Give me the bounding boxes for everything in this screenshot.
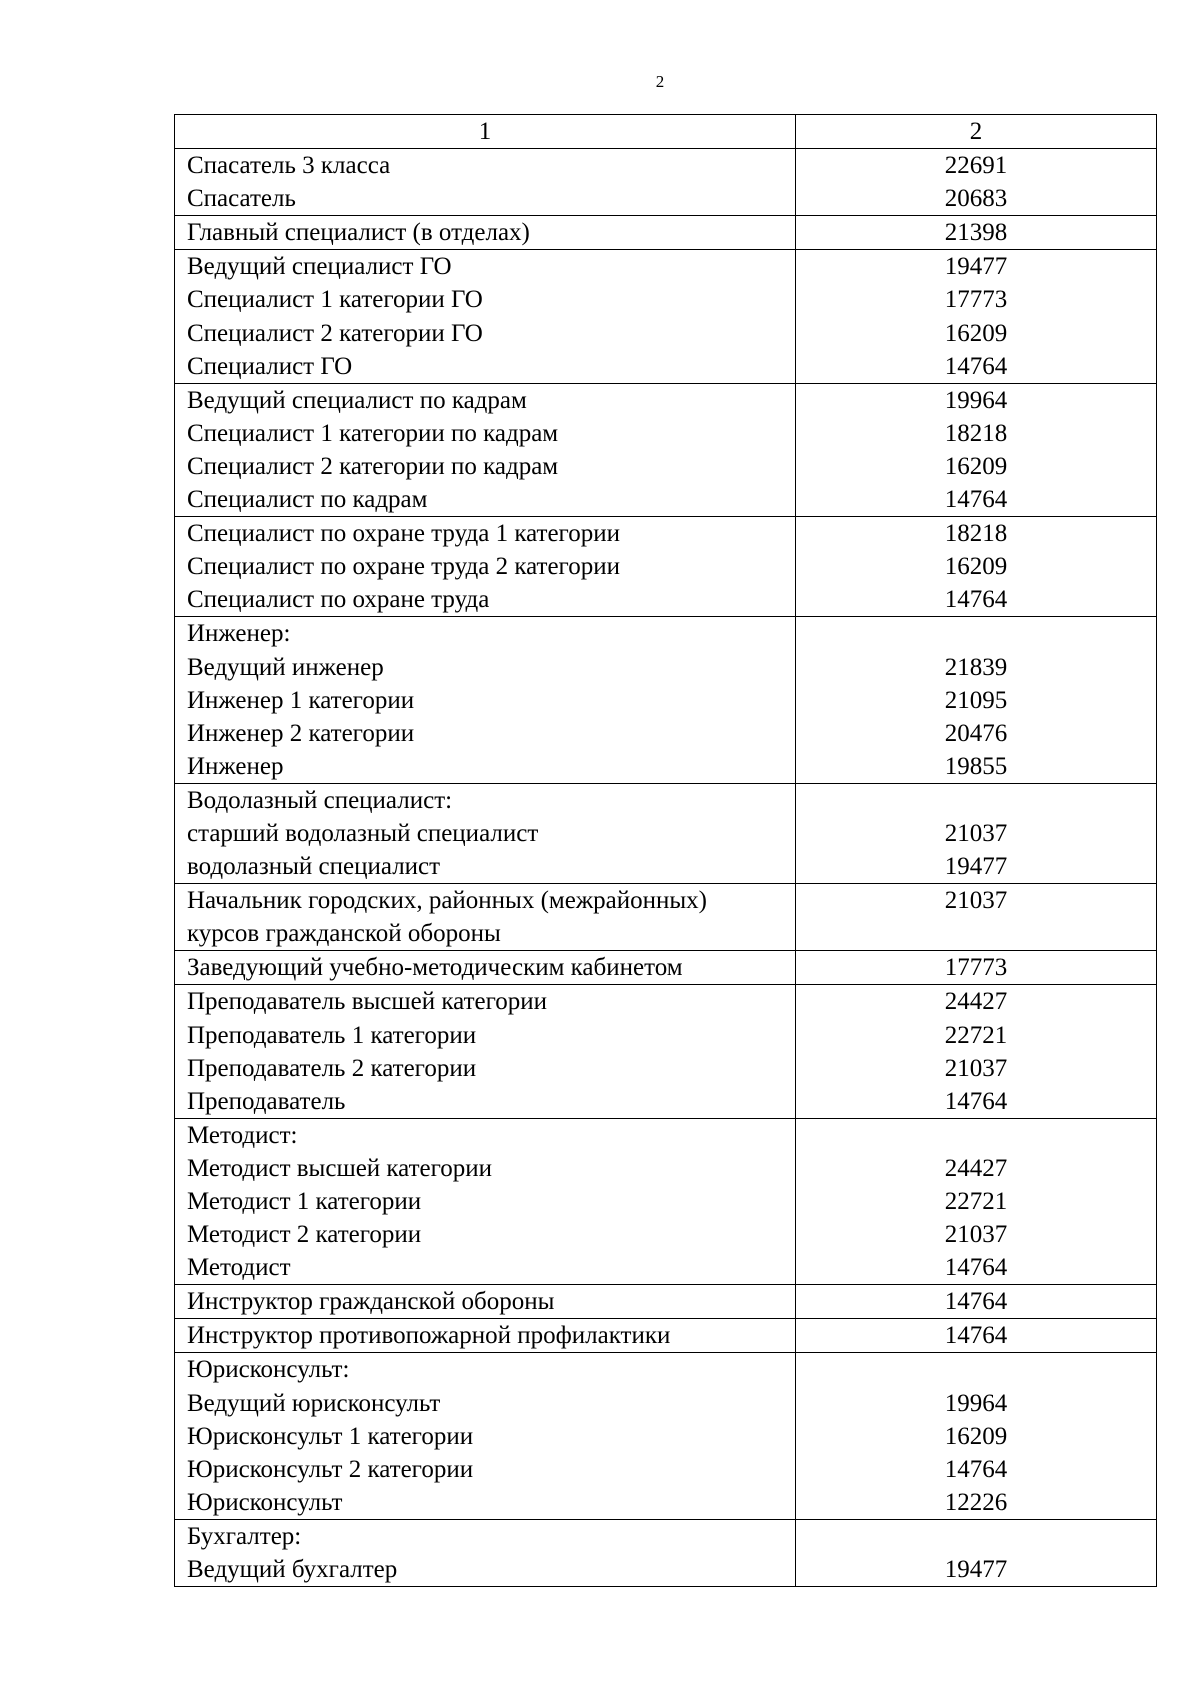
salary-value: 16209	[944, 452, 1008, 480]
position-name: Инженер	[187, 752, 284, 780]
table-row	[175, 383, 1157, 516]
salary-value: 14764	[944, 1254, 1008, 1282]
salary-value: 19964	[944, 386, 1008, 414]
salary-value: 14764	[944, 1322, 1008, 1350]
position-name: Специалист 2 категории по кадрам	[187, 452, 559, 480]
table-row	[175, 1353, 1157, 1519]
salary-value: 19477	[944, 253, 1008, 281]
salary-value: 22721	[944, 1188, 1008, 1215]
salary-value: 19477	[944, 853, 1008, 881]
salary-value: 14764	[944, 1087, 1008, 1115]
salary-cell	[796, 383, 1157, 516]
position-cell	[175, 1353, 796, 1519]
position-cell	[175, 383, 796, 516]
position-name: Специалист 1 категории ГО	[187, 286, 483, 314]
position-name: Ведущий юрисконсульт	[187, 1389, 441, 1417]
salary-value: 16209	[944, 553, 1008, 581]
position-name: Ведущий специалист по кадрам	[187, 386, 527, 414]
position-name: Бухгалтер:	[187, 1522, 302, 1550]
position-name: Инструктор гражданской обороны	[187, 1288, 555, 1316]
salary-value: 22691	[944, 152, 1008, 180]
position-cell	[175, 985, 796, 1118]
position-cell	[175, 1118, 796, 1284]
salary-value: 21037	[944, 819, 1008, 847]
position-name: Ведущий инженер	[187, 653, 384, 681]
salary-cell	[796, 216, 1157, 250]
position-name: Спасатель	[187, 185, 296, 213]
position-name: Специалист по охране труда 1 категории	[187, 520, 620, 548]
table-row	[175, 617, 1157, 783]
column-header-1: 1	[175, 115, 796, 149]
salary-value: 21037	[944, 887, 1008, 915]
salary-value: 20476	[944, 719, 1008, 747]
salary-value: 12226	[944, 1488, 1008, 1516]
position-name: Преподаватель 1 категории	[187, 1021, 477, 1049]
table-row	[175, 216, 1157, 250]
salary-cell	[796, 1118, 1157, 1284]
salary-value: 20683	[944, 185, 1008, 213]
position-cell	[175, 617, 796, 783]
position-name: Главный специалист (в отделах)	[187, 219, 530, 247]
position-name: Методист:	[187, 1121, 298, 1149]
table-row	[175, 985, 1157, 1118]
salary-value: 14764	[944, 1288, 1008, 1316]
position-name: Преподаватель 2 категории	[187, 1054, 477, 1082]
table-row	[175, 951, 1157, 985]
position-cell	[175, 1285, 796, 1319]
header-row	[175, 115, 1157, 149]
position-name: Методист высшей категории	[187, 1154, 493, 1182]
salary-value: 21037	[944, 1054, 1008, 1082]
salary-cell	[796, 1285, 1157, 1319]
salary-value: 24427	[944, 1154, 1008, 1182]
salary-value: 21037	[944, 1221, 1008, 1249]
salary-value: 21095	[944, 686, 1008, 714]
salary-value: 16209	[944, 319, 1008, 347]
position-name: Преподаватель	[187, 1087, 346, 1115]
table-row	[175, 783, 1157, 883]
salary-value: 22721	[944, 1021, 1008, 1049]
column-header-2: 2	[796, 115, 1157, 149]
salary-value: 14764	[944, 486, 1008, 514]
salary-cell	[796, 517, 1157, 617]
position-name: Специалист по охране труда 2 категории	[187, 553, 620, 581]
table-row	[175, 517, 1157, 617]
position-name: Водолазный специалист:	[187, 786, 453, 814]
salary-cell	[796, 149, 1157, 216]
table-row	[175, 884, 1157, 951]
position-name: Специалист по кадрам	[187, 486, 428, 514]
position-name: Специалист ГО	[187, 352, 353, 380]
position-name: Юрисконсульт 1 категории	[187, 1422, 474, 1450]
table-row	[175, 1319, 1157, 1353]
position-name: курсов гражданской обороны	[187, 920, 501, 948]
salary-value: 17773	[944, 286, 1008, 314]
position-name: старший водолазный специалист	[187, 819, 539, 847]
position-cell	[175, 517, 796, 617]
salary-value	[796, 1119, 1156, 1152]
salary-value: 19477	[944, 1556, 1008, 1584]
salary-value: 24427	[944, 988, 1008, 1016]
table-row	[175, 250, 1157, 383]
salary-value: 14764	[944, 1455, 1008, 1483]
position-name: Методист 2 категории	[187, 1221, 422, 1249]
position-cell	[175, 149, 796, 216]
position-cell	[175, 1319, 796, 1353]
salary-value: 14764	[944, 352, 1008, 380]
position-name: Спасатель 3 класса	[187, 152, 391, 180]
position-name: Методист	[187, 1254, 291, 1282]
page-number: 2	[655, 72, 665, 91]
position-name: Заведующий учебно-методическим кабинетом	[187, 954, 683, 982]
position-cell	[175, 884, 796, 951]
position-name: Начальник городских, районных (межрайонных)	[187, 887, 707, 915]
position-name: Специалист 2 категории ГО	[187, 319, 483, 347]
position-name: Специалист 1 категории по кадрам	[187, 419, 559, 447]
salary-value: 17773	[944, 954, 1008, 982]
position-name: Преподаватель высшей категории	[187, 988, 547, 1016]
salary-cell	[796, 985, 1157, 1118]
position-name: Юрисконсульт	[187, 1488, 343, 1516]
salary-value: 18218	[944, 419, 1008, 447]
salary-value: 21398	[944, 219, 1008, 247]
position-cell	[175, 216, 796, 250]
salary-cell	[796, 783, 1157, 883]
salary-value	[796, 917, 1156, 950]
position-name: Инженер:	[187, 620, 291, 648]
salary-cell	[796, 1353, 1157, 1519]
position-name: Методист 1 категории	[187, 1188, 422, 1215]
salary-value: 19855	[944, 752, 1008, 780]
table-row	[175, 149, 1157, 216]
position-name: Инженер 2 категории	[187, 719, 415, 747]
position-cell	[175, 951, 796, 985]
table-row	[175, 1285, 1157, 1319]
salary-value: 18218	[944, 520, 1008, 548]
salary-value	[796, 1520, 1156, 1553]
salary-cell	[796, 617, 1157, 783]
position-name: Ведущий бухгалтер	[187, 1556, 398, 1584]
salary-value: 16209	[944, 1422, 1008, 1450]
table-row	[175, 1118, 1157, 1284]
salary-value: 21839	[944, 653, 1008, 681]
salary-cell	[796, 951, 1157, 985]
salary-table	[174, 114, 1157, 1587]
position-name: водолазный специалист	[187, 853, 441, 881]
salary-value	[796, 784, 1156, 817]
position-name: Инструктор противопожарной профилактики	[187, 1322, 671, 1350]
position-name: Инженер 1 категории	[187, 686, 415, 714]
salary-value: 14764	[944, 586, 1008, 614]
salary-value: 19964	[944, 1389, 1008, 1417]
position-name: Специалист по охране труда	[187, 586, 490, 614]
position-cell	[175, 250, 796, 383]
salary-cell	[796, 884, 1157, 951]
position-cell	[175, 1519, 796, 1586]
salary-value	[796, 617, 1156, 650]
position-cell	[175, 783, 796, 883]
salary-cell	[796, 1519, 1157, 1586]
position-name: Юрисконсульт:	[187, 1356, 350, 1384]
salary-value	[796, 1353, 1156, 1386]
position-name: Ведущий специалист ГО	[187, 253, 452, 281]
table-header	[175, 115, 1157, 149]
position-name: Юрисконсульт 2 категории	[187, 1455, 474, 1483]
salary-cell	[796, 250, 1157, 383]
table-body	[175, 149, 1157, 1587]
table-row	[175, 1519, 1157, 1586]
salary-cell	[796, 1319, 1157, 1353]
